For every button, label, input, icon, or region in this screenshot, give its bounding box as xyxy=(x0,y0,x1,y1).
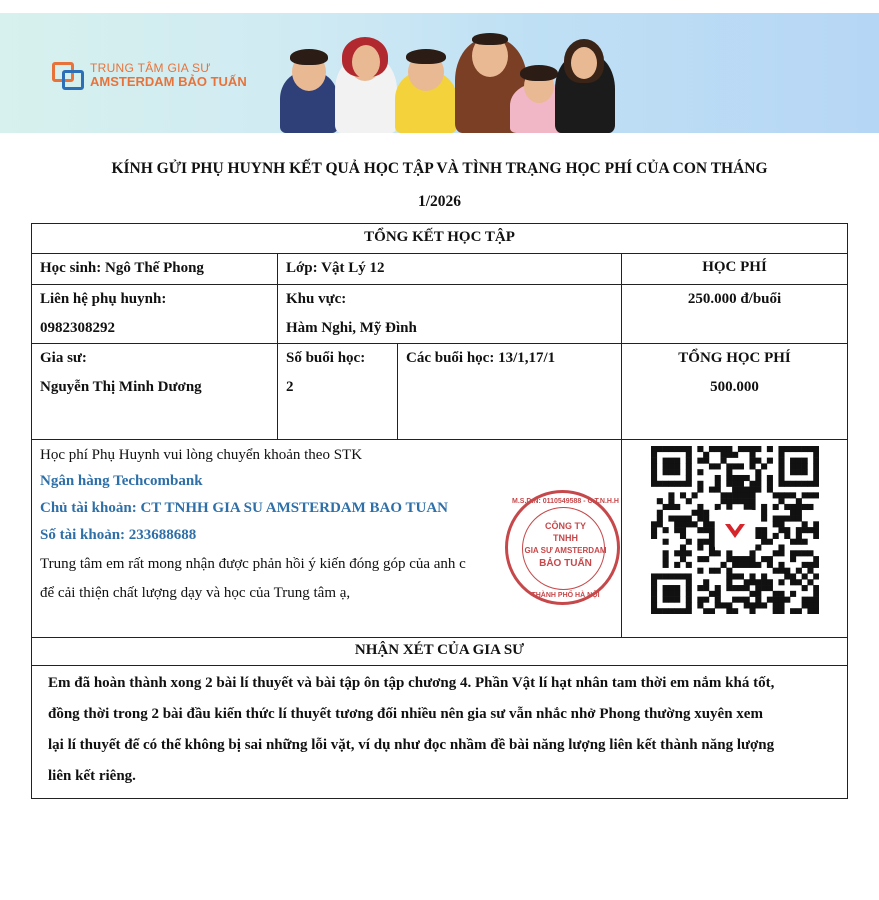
total-fee-heading: TỔNG HỌC PHÍ xyxy=(678,350,791,366)
stamp-line3: GIA SƯ AMSTERDAM xyxy=(524,546,607,555)
summary-heading: TỔNG KẾT HỌC TẬP xyxy=(32,224,848,254)
tutor-label: Gia sư: xyxy=(40,350,87,366)
payment-intro: Học phí Phụ Huynh vui lòng chuyển khoản theo STK xyxy=(40,447,363,463)
session-dates-cell xyxy=(398,344,622,440)
page-title-line1: KÍNH GỬI PHỤ HUYNH KẾT QUẢ HỌC TẬP VÀ TÌNH TRẠNG HỌC PHÍ CỦA CON THÁNG xyxy=(111,160,768,177)
banner-people-photo xyxy=(270,13,610,133)
area-value: Hàm Nghi, Mỹ Đình xyxy=(286,320,417,336)
feedback-note-line1: Trung tâm em rất mong nhận được phản hồi ý kiến đóng góp của anh c xyxy=(40,556,466,572)
report-table xyxy=(31,223,848,799)
comment-line3: lại lí thuyết để có thể không bị sai những lỗi vặt, ví dụ như đọc nhầm đề bài năng lượng liên kết thành năng lượng xyxy=(48,737,775,753)
class-name: Lớp: Vật Lý 12 xyxy=(278,254,622,285)
stamp-line1: CÔNG TY xyxy=(544,521,586,531)
parent-contact-label: Liên hệ phụ huynh: xyxy=(40,291,167,307)
area-label: Khu vực: xyxy=(286,291,347,307)
area-cell xyxy=(278,285,622,344)
fee-cell xyxy=(622,285,848,344)
fee-value: 250.000 đ/buổi xyxy=(687,291,782,307)
tutor-name: Nguyễn Thị Minh Dương xyxy=(40,379,202,395)
fee-heading: HỌC PHÍ xyxy=(622,254,848,285)
stamp-line4: BẢO TUẤN xyxy=(539,558,592,569)
comments-heading: NHẬN XÉT CỦA GIA SƯ xyxy=(32,638,848,666)
comment-line1: Em đã hoàn thành xong 2 bài lí thuyết và bài tập ôn tập chương 4. Phần Vật lí hạt nhân tam thời em nắm khá tốt, xyxy=(48,675,775,691)
account-holder: Chủ tài khoản: CT TNHH GIA SU AMSTERDAM BAO TUAN xyxy=(40,500,449,516)
logo-line2: AMSTERDAM BẢO TUẤN xyxy=(90,74,247,89)
logo-icon xyxy=(52,62,82,88)
bank-name: Ngân hàng Techcombank xyxy=(40,473,203,489)
student-name: Học sinh: Ngô Thế Phong xyxy=(32,254,278,285)
comment-line2: đồng thời trong 2 bài đầu kiến thức lí thuyết tương đối nhiều nên gia sư vẫn nhắc nhở Phong thường xuyên xem xyxy=(48,706,763,722)
payment-qr-code xyxy=(651,446,819,614)
sessions-label: Số buổi học: xyxy=(286,350,366,366)
total-fee-value: 500.000 xyxy=(710,379,759,395)
logo-line1: TRUNG TÂM GIA SƯ xyxy=(90,61,211,75)
stamp-outer-top: M.S.D.N: 0110549588 - C.T.N.H.H xyxy=(512,498,619,505)
sessions-cell xyxy=(278,344,398,440)
feedback-note-line2: để cải thiện chất lượng dạy và học của Trung tâm ạ, xyxy=(40,585,351,601)
account-number: Số tài khoản: 233688688 xyxy=(40,527,197,543)
comment-line4: liên kết riêng. xyxy=(48,768,136,784)
stamp-outer-bottom: THÀNH PHỐ HÀ NỘI xyxy=(531,592,600,599)
company-stamp xyxy=(505,490,620,605)
stamp-line2: TNHH xyxy=(553,533,578,543)
parent-phone: 0982308292 xyxy=(40,320,115,336)
session-dates: Các buổi học: 13/1,17/1 xyxy=(406,350,556,366)
header-banner xyxy=(0,13,879,133)
qr-cell xyxy=(622,440,848,638)
total-fee-cell xyxy=(622,344,848,440)
page-title-line2: 1/2026 xyxy=(417,193,462,210)
center-logo xyxy=(52,61,247,89)
parent-contact-cell xyxy=(32,285,278,344)
tutor-cell xyxy=(32,344,278,440)
comments-cell xyxy=(32,666,848,799)
sessions-value: 2 xyxy=(286,379,294,395)
